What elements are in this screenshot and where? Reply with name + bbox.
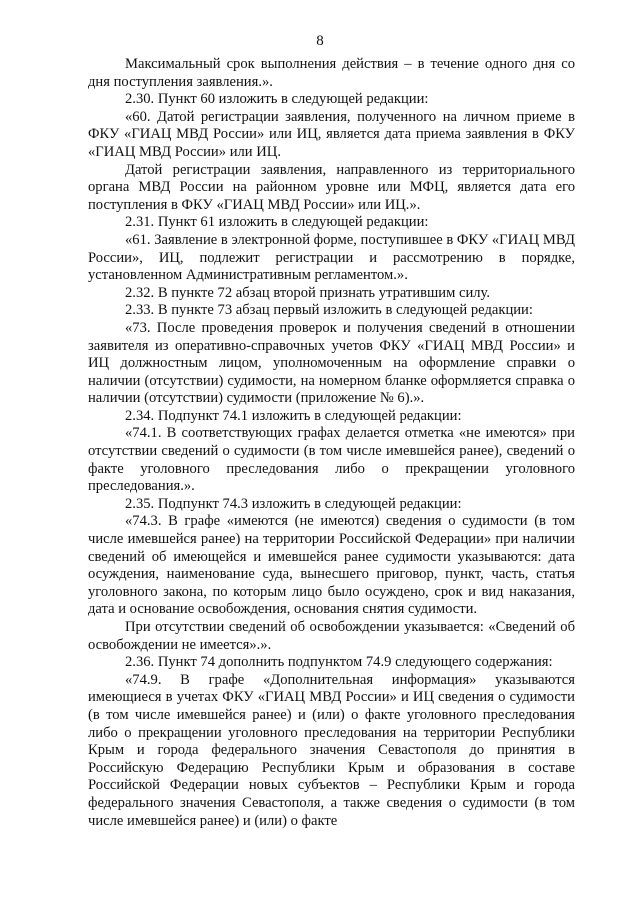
page-number: 8 [316, 33, 324, 49]
paragraph-13: «74.3. В графе «имеются (не имеются) сведения о судимости (в том числе имевшейся ранее) на территории Российской Федерации» при наличии сведений об имеющейся и имевшейся ранее судимости указываются: дата осуждения, наименование суда, вынесшего приговор, пункт, часть, статья уголовного закона, по которым лицо было осуждено, срок и вид наказания, дата и основание освобождения, основания снятия судимости. [88, 513, 575, 618]
paragraph-8: 2.33. В пункте 73 абзац первый изложить в следующей редакции: [125, 302, 533, 319]
document-body [88, 56, 575, 830]
paragraph-14: При отсутствии сведений об освобождении указывается: «Сведений об освобождении не имеется».». [88, 619, 575, 653]
paragraph-15: 2.36. Пункт 74 дополнить подпунктом 74.9 следующего содержания: [125, 654, 553, 671]
paragraph-11: «74.1. В соответствующих графах делается отметка «не имеются» при отсутствии сведений о судимости (в том числе имевшейся ранее), сведений о факте уголовного преследования либо о прекращении уголовного преследования.». [88, 425, 575, 495]
paragraph-10: 2.34. Подпункт 74.1 изложить в следующей редакции: [125, 407, 462, 424]
paragraph-1: Максимальный срок выполнения действия – в течение одного дня со дня поступления заявления.». [88, 56, 575, 90]
paragraph-4: Датой регистрации заявления, направленного из территориального органа МВД России на районном уровне или МФЦ, является дата его поступления в ФКУ «ГИАЦ МВД России» или ИЦ.». [88, 161, 575, 213]
paragraph-12: 2.35. Подпункт 74.3 изложить в следующей редакции: [125, 495, 462, 512]
paragraph-5: 2.31. Пункт 61 изложить в следующей редакции: [125, 214, 429, 231]
paragraph-7: 2.32. В пункте 72 абзац второй признать утратившим силу. [125, 284, 491, 301]
paragraph-3: «60. Датой регистрации заявления, полученного на личном приеме в ФКУ «ГИАЦ МВД России» или ИЦ, является дата приема заявления в ФКУ «ГИАЦ МВД России» или ИЦ. [88, 108, 575, 160]
paragraph-9: «73. После проведения проверок и получения сведений в отношении заявителя из оперативно-справочных учетов ФКУ «ГИАЦ МВД России» и ИЦ должностным лицом, уполномоченным на оформление справки о наличии (отсутствии) судимости, на номерном бланке оформляется справка о наличии (отсутствии) судимости (приложение № 6).». [88, 319, 575, 407]
paragraph-2: 2.30. Пункт 60 изложить в следующей редакции: [125, 91, 429, 108]
paragraph-6: «61. Заявление в электронной форме, поступившее в ФКУ «ГИАЦ МВД России», ИЦ, подлежит регистрации и рассмотрению в порядке, установленном Административным регламентом.». [88, 231, 575, 284]
paragraph-16: «74.9. В графе «Дополнительная информация» указываются имеющиеся в учетах ФКУ «ГИАЦ МВД России» и ИЦ сведения о судимости (в том числе имевшейся ранее) и (или) о факте уголовного преследования либо о прекращении уголовного преследования на территории Республики Крым и города федерального значения Севастополя до принятия в Российскую Федерацию Республики Крым и образования в составе Российской Федерации новых субъектов – Республики Крым и города федерального значения Севастополя, а также сведения о судимости (в том числе имевшейся ранее) и (или) о факте [88, 671, 575, 829]
